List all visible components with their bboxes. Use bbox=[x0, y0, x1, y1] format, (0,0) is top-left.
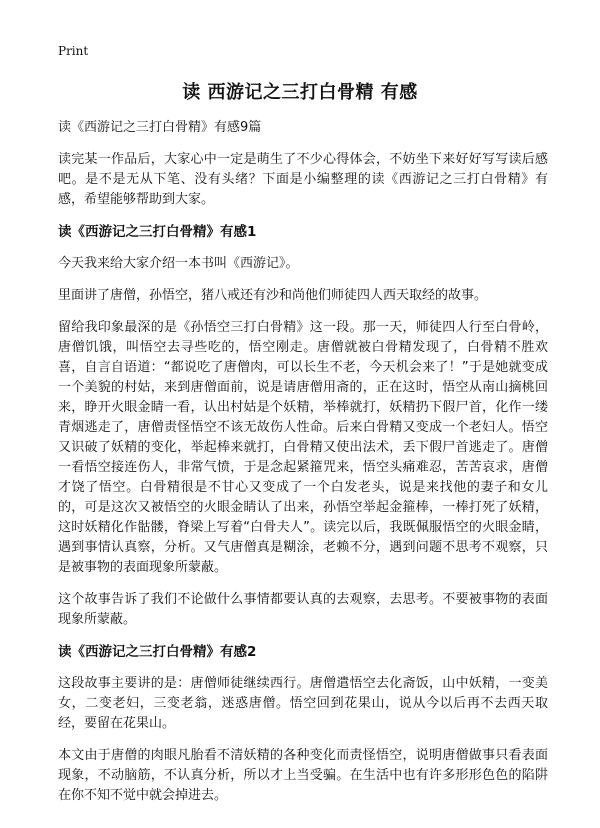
print-link[interactable]: Print bbox=[58, 44, 89, 58]
intro-paragraph: 读完某一作品后，大家心中一定是萌生了不少心得体会，不妨坐下来好好写写读后感吧。是不是无从下笔、没有头绪？下面是小编整理的读《西游记之三打白骨精》有感，希望能够帮助到大家。 bbox=[58, 152, 548, 207]
paragraph: 里面讲了唐僧，孙悟空，猪八戒还有沙和尚他们师徒四人西天取经的故事。 bbox=[58, 288, 488, 303]
paragraph: 这个故事告诉了我们不论做什么事情都要认真的去观察，去思考。不要被事物的表面现象所蒙蔽。 bbox=[58, 592, 548, 627]
paragraph: 这段故事主要讲的是：唐僧师徒继续西行。唐僧遣悟空去化斋饭，山中妖精，一变美女，二变老妇，三变老翁，迷惑唐僧。悟空回到花果山，说从今以后再不去西天取经，要留在花果山。 bbox=[58, 676, 548, 731]
paragraph: 今天我来给大家介绍一本书叫《西游记》。 bbox=[58, 256, 299, 271]
page-title: 读 西游记之三打白骨精 有感 bbox=[182, 82, 418, 103]
section-heading: 读《西游记之三打白骨精》有感2 bbox=[58, 644, 257, 660]
paragraph: 留给我印象最深的是《孙悟空三打白骨精》这一段。那一天，师徒四人行至白骨岭，唐僧饥饿，叫悟空去寻些吃的，悟空刚走。唐僧就被白骨精发现了，白骨精不胜欢喜，自言自语道：“都说吃了唐僧肉，可以长生不老，今天机会来了！”于是她就变成一个美貌的村姑，来到唐僧面前，说是请唐僧用斋的，正在这时，悟空从南山摘桃回来，睁开火眼金睛一看，认出村姑是个妖精，举棒就打，妖精扔下假尸首，化作一缕青烟逃走了，唐僧责怪悟空不该无故伤人性命。后来白骨精又变成一个老妇人。悟空又识破了妖精的变化，举起棒来就打，白骨精又使出法术，丢下假尸首逃走了。唐僧一看悟空接连伤人，非常气愤，于是念起紧箍咒来，悟空头痛难忍，苦苦哀求，唐僧才饶了悟空。白骨精很是不甘心又变成了一个白发老头，说是来找他的妻子和女儿的，可是这次又被悟空的火眼金睛认了出来，孙悟空举起金箍棒，一棒打死了妖精，这时妖精化作骷髅，脊梁上写着“白骨夫人”。读完以后，我既佩服悟空的火眼金睛，遇到事情认真察，分析。又气唐僧真是糊涂，老赖不分，遇到问题不思考不观察，只是被事物的表面现象所蒙蔽。 bbox=[58, 320, 548, 575]
section-heading: 读《西游记之三打白骨精》有感1 bbox=[58, 224, 257, 240]
paragraph: 本文由于唐僧的肉眼凡胎看不清妖精的各种变化而责怪悟空，说明唐僧做事只看表面现象，不动脑筋，不认真分析，所以才上当受骗。在生活中也有许多形形色色的陷阱在你不知不觉中就会掉进去。 bbox=[58, 748, 548, 803]
article-body bbox=[58, 118, 548, 818]
article-subtitle: 读《西游记之三打白骨精》有感9篇 bbox=[58, 120, 262, 135]
